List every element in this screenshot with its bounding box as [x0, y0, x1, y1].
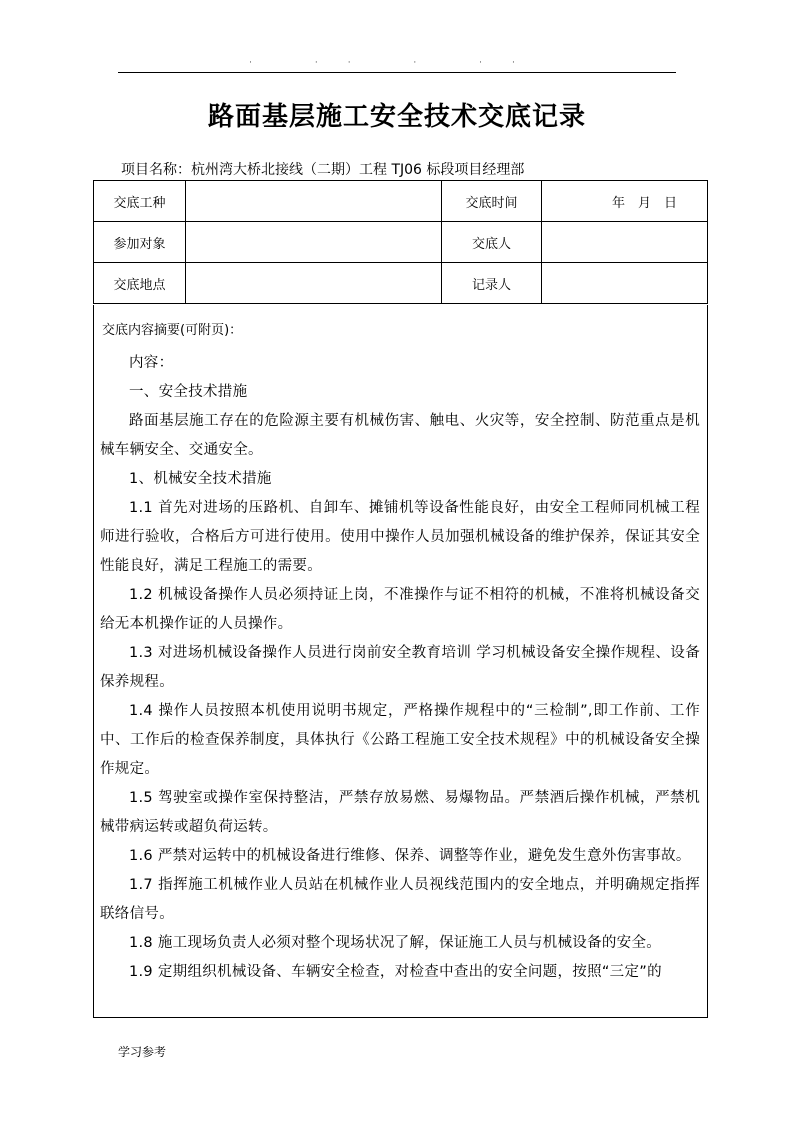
paragraph: 1.6 严禁对运转中的机械设备进行维修、保养、调整等作业，避免发生意外伤害事故。: [129, 848, 691, 864]
paragraph: 1.1 首先对进场的压路机、自卸车、摊铺机等设备性能良好，由安全工程师同机械工程师进行验收，合格后方可进行使用。使用中操作人员加强机械设备的维护保养，保证其安全性能良好，满足工程施工的需要。: [100, 500, 700, 574]
paragraph: 内容：: [129, 355, 174, 371]
content-body: [100, 349, 700, 987]
project-name: 项目名称：杭州湾大桥北接线（二期）工程 TJ06 标段项目经理部: [121, 162, 525, 178]
footer-note: 学习参考: [118, 1045, 167, 1059]
table-row: [94, 222, 708, 263]
table-row: [94, 181, 708, 222]
content-section: [93, 305, 708, 1018]
header-rule: [118, 72, 676, 73]
paragraph: 1.8 施工现场负责人必须对整个现场状况了解，保证施工人员与机械设备的安全。: [129, 935, 662, 951]
paragraph: 1、机械安全技术措施: [129, 471, 272, 487]
field-presenter[interactable]: [542, 222, 708, 263]
label-trade: 交底工种: [94, 181, 186, 222]
info-table: [93, 180, 708, 304]
paragraph: 1.5 驾驶室或操作室保持整洁，严禁存放易燃、易爆物品。严禁酒后操作机械，严禁机械带病运转或超负荷运转。: [100, 790, 700, 835]
paragraph: 路面基层施工存在的危险源主要有机械伤害、触电、火灾等，安全控制、防范重点是机械车辆安全、交通安全。: [100, 413, 700, 458]
header-dots: · ·· · ··: [249, 58, 545, 68]
paragraph: 1.3 对进场机械设备操作人员进行岗前安全教育培训 学习机械设备安全操作规程、设备保养规程。: [100, 645, 700, 690]
label-location: 交底地点: [94, 263, 186, 304]
document-title: 路面基层施工安全技术交底记录: [207, 102, 586, 132]
paragraph: 1.9 定期组织机械设备、车辆安全检查，对检查中查出的安全问题，按照“三定”的: [129, 964, 662, 980]
field-trade[interactable]: [186, 181, 442, 222]
paragraph: 1.4 操作人员按照本机使用说明书规定，严格操作规程中的“三检制”,即工作前、工作中、工作后的检查保养制度，具体执行《公路工程施工安全技术规程》中的机械设备安全操作规定。: [100, 703, 700, 777]
label-time: 交底时间: [442, 181, 542, 222]
summary-label: 交底内容摘要(可附页)：: [102, 323, 243, 338]
label-participants: 参加对象: [94, 222, 186, 263]
table-row: [94, 263, 708, 304]
field-recorder[interactable]: [542, 263, 708, 304]
paragraph: 1.2 机械设备操作人员必须持证上岗，不准操作与证不相符的机械，不准将机械设备交给无本机操作证的人员操作。: [100, 587, 700, 632]
field-date[interactable]: 年 月 日: [542, 181, 708, 222]
label-recorder: 记录人: [442, 263, 542, 304]
field-participants[interactable]: [186, 222, 442, 263]
label-presenter: 交底人: [442, 222, 542, 263]
paragraph: 1.7 指挥施工机械作业人员站在机械作业人员视线范围内的安全地点，并明确规定指挥联络信号。: [100, 877, 700, 922]
paragraph: 一、安全技术措施: [129, 384, 248, 400]
field-location[interactable]: [186, 263, 442, 304]
